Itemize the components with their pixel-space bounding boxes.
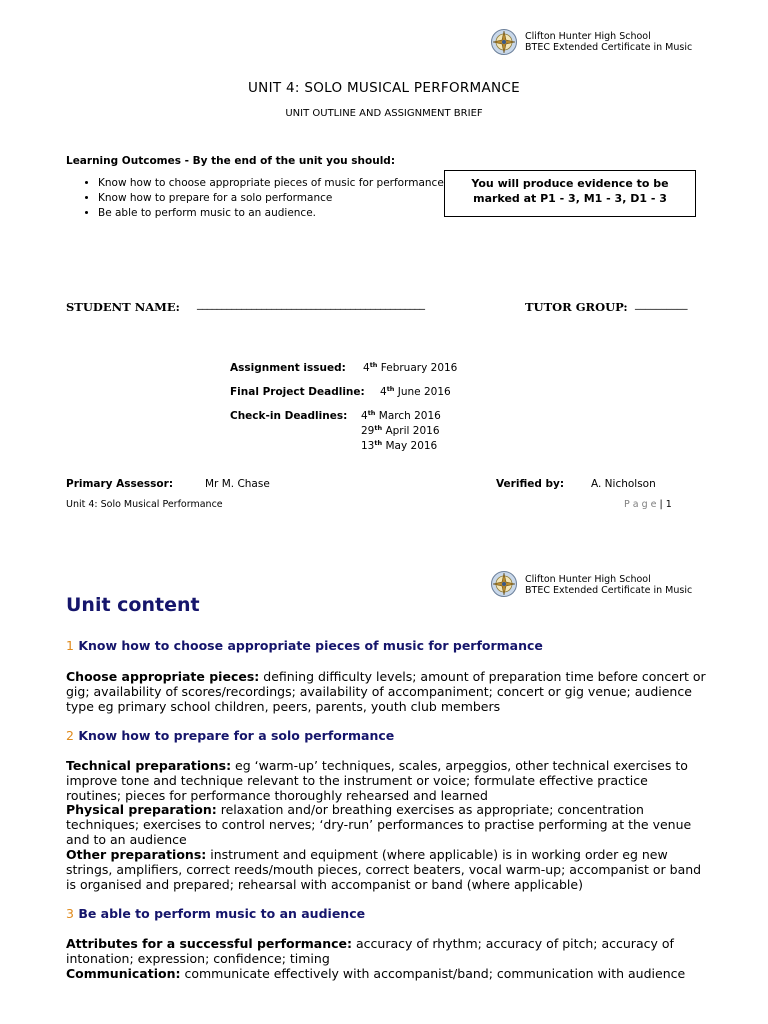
content-paragraph: Other preparations: instrument and equipment (where applicable) is in working order eg new strings, amplifiers, correct reeds/mouth pieces, correct beaters, vocal warm-up; accompanist or band is organised and prepared; rehearsal with accompanist or band (where applicable): [66, 847, 702, 892]
assignment-issued-date: 4th February 2016: [363, 361, 458, 374]
evidence-line-1: You will produce evidence to be: [471, 177, 669, 190]
compass-crest-icon: [490, 28, 518, 56]
evidence-line-2: marked at P1 - 3, M1 - 3, D1 - 3: [473, 192, 667, 205]
learning-outcome-item: • Know how to prepare for a solo performance: [98, 191, 468, 206]
assignment-issued-label: Assignment issued:: [230, 362, 346, 374]
tutor-group-line[interactable]: __________: [635, 298, 688, 310]
content-paragraph: Physical preparation: relaxation and/or breathing exercises as appropriate; concentration techniques; exercises to control nerves; ‘dry-run’ performances to practise performing at the venue and to an audience: [66, 802, 692, 847]
unit-content-heading: Unit content: [66, 594, 200, 616]
tutor-group-label: TUTOR GROUP:: [525, 300, 628, 314]
verified-by-label: Verified by:: [496, 478, 565, 490]
checkin-deadlines-label: Check-in Deadlines:: [230, 410, 348, 422]
learning-outcomes-heading: Learning Outcomes - By the end of the unit you should:: [66, 155, 396, 167]
footer-unit-title: Unit 4: Solo Musical Performance: [66, 499, 223, 510]
page-title: UNIT 4: SOLO MUSICAL PERFORMANCE: [248, 80, 520, 96]
primary-assessor-label: Primary Assessor:: [66, 478, 174, 490]
primary-assessor-name: Mr M. Chase: [205, 478, 270, 490]
school-name: Clifton Hunter High School: [525, 574, 651, 585]
section-heading-3: 3 Be able to perform music to an audience: [66, 906, 366, 921]
final-deadline-label: Final Project Deadline:: [230, 386, 365, 398]
content-paragraph: Choose appropriate pieces: defining difficulty levels; amount of preparation time before concert or gig; availability of scores/recordings; availability of accompaniment; concert or gig venue; audience type eg primary school children, peers, parents, youth club members: [66, 669, 706, 714]
page-subtitle: UNIT OUTLINE AND ASSIGNMENT BRIEF: [285, 108, 483, 119]
learning-outcome-item: • Know how to choose appropriate pieces of music for performance: [98, 176, 468, 191]
final-deadline-date: 4th June 2016: [380, 385, 451, 398]
verified-by-name: A. Nicholson: [591, 478, 656, 490]
student-name-line[interactable]: ______________________________________________: [197, 298, 425, 310]
section-heading-1: 1 Know how to choose appropriate pieces of music for performance: [66, 638, 543, 653]
content-paragraph: Technical preparations: eg ‘warm-up’ techniques, scales, arpeggios, other technical exercises to improve tone and technique relevant to the instrument or voice; formulate effective practice routines; pieces for performance thoroughly rehearsed and learned: [66, 758, 688, 803]
checkin-date: 13th May 2016: [361, 439, 438, 452]
student-name-label: STUDENT NAME:: [66, 300, 180, 314]
checkin-date: 29th April 2016: [361, 424, 440, 437]
school-name: Clifton Hunter High School: [525, 31, 651, 42]
content-paragraph: Attributes for a successful performance: accuracy of rhythm; accuracy of pitch; accuracy of intonation; expression; confidence; timing: [66, 936, 674, 966]
checkin-date: 4th March 2016: [361, 409, 441, 422]
course-name: BTEC Extended Certificate in Music: [525, 42, 693, 53]
compass-crest-icon: [490, 570, 518, 598]
page-number: P a g e | 1: [624, 499, 672, 510]
section-heading-2: 2 Know how to prepare for a solo performance: [66, 728, 395, 743]
evidence-box: [444, 170, 696, 217]
learning-outcome-item: • Be able to perform music to an audience.: [98, 206, 468, 221]
content-paragraph: Communication: communicate effectively with accompanist/band; communication with audience: [66, 966, 686, 981]
course-name: BTEC Extended Certificate in Music: [525, 585, 693, 596]
learning-outcomes-list: [80, 176, 468, 221]
